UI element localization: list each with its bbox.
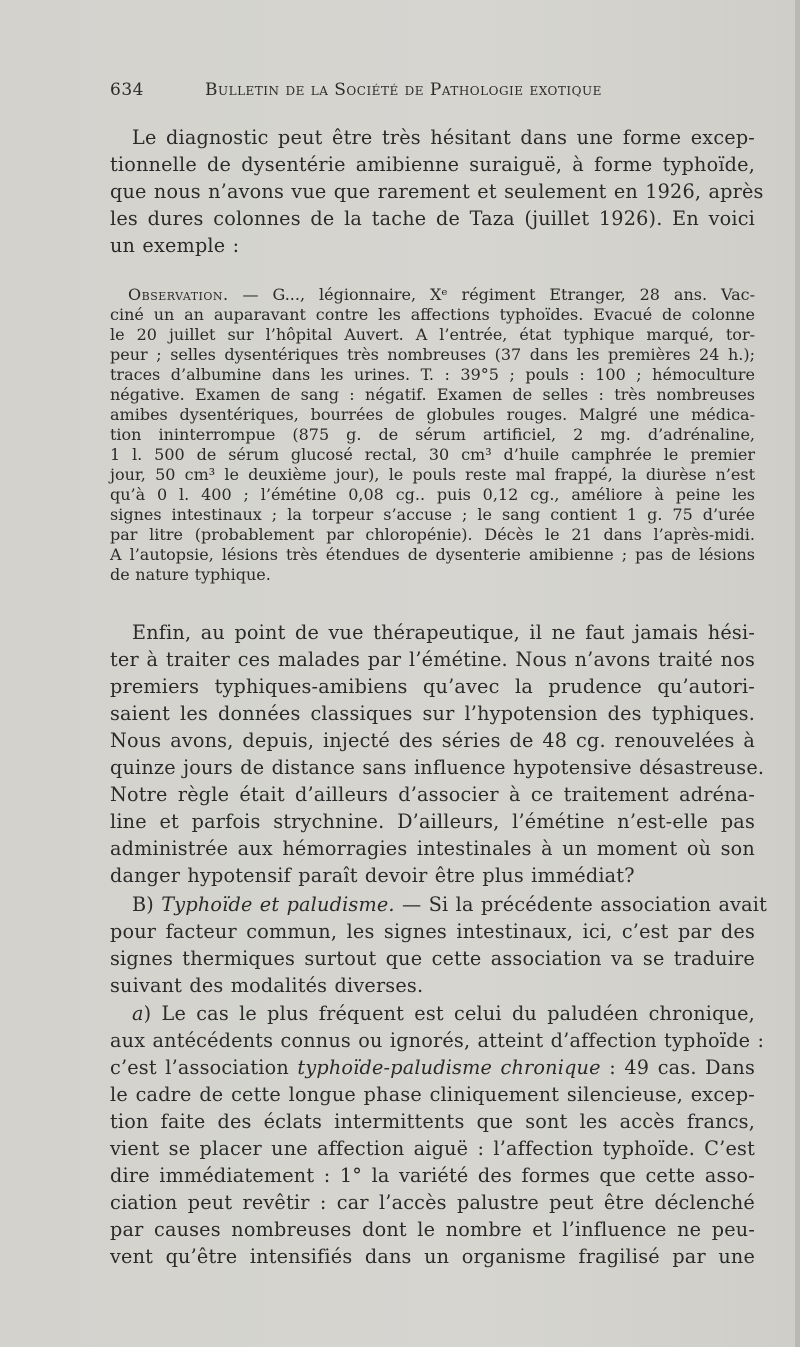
therapy-line: administrée aux hémorragies intestinales à un moment où son: [110, 837, 755, 860]
observation-line: le 20 juillet sur l’hôpital Auvert. A l’entrée, état typhique marqué, tor-: [110, 325, 755, 344]
section-a-line: vient se placer une affection aiguë : l’affection typhoïde. C’est: [110, 1137, 755, 1160]
section-a-line: [110, 1056, 755, 1079]
therapy-line: premiers typhiques-amibiens qu’avec la prudence qu’autori-: [110, 675, 755, 698]
section-b-first-line: — Si la précédente association avait: [394, 893, 768, 916]
section-b-marker: B): [132, 893, 162, 916]
section-a-line: le cadre de cette longue phase cliniquement silencieuse, excep-: [110, 1083, 755, 1106]
observation-line: A l’autopsie, lésions très étendues de dysenterie amibienne ; pas de lésions: [110, 545, 755, 564]
therapy-line: danger hypotensif paraît devoir être plus immédiat?: [110, 864, 635, 887]
observation-label: Observation.: [128, 285, 229, 304]
section-a-line3-pre: c’est l’association: [110, 1056, 298, 1079]
section-a-marker: a: [132, 1002, 144, 1025]
observation-line: jour, 50 cm³ le deuxième jour), le pouls reste mal frappé, la diurèse n’est: [110, 465, 755, 484]
therapy-line: Notre règle était d’ailleurs d’associer à ce traitement adréna-: [110, 783, 755, 806]
observation-line: ciné un an auparavant contre les affections typhoïdes. Evacué de colonne: [110, 305, 755, 324]
observation-line: peur ; selles dysentériques très nombreuses (37 dans les premières 24 h.);: [110, 345, 755, 364]
observation-line-1: [128, 285, 755, 304]
observation-line: traces d’albumine dans les urines. T. : 39°5 ; pouls : 100 ; hémoculture: [110, 365, 755, 384]
section-b-line: signes thermiques surtout que cette association va se traduire: [110, 947, 755, 970]
section-a-first-line: [132, 1002, 755, 1025]
observation-line: de nature typhique.: [110, 565, 271, 584]
section-a-line: dire immédiatement : 1° la variété des formes que cette asso-: [110, 1164, 755, 1187]
section-a-association-name: typhoïde-paludisme chronique: [297, 1056, 601, 1079]
section-b-title: Typhoïde et paludisme.: [161, 893, 395, 916]
section-a-line3-post: : 49 cas. Dans: [600, 1056, 755, 1079]
intro-line-4: les dures colonnes de la tache de Taza (juillet 1926). En voici: [110, 207, 755, 230]
intro-line-5: un exemple :: [110, 234, 240, 257]
therapy-line: Enfin, au point de vue thérapeutique, il ne faut jamais hési-: [132, 621, 755, 644]
therapy-line: line et parfois strychnine. D’ailleurs, l’émétine n’est-elle pas: [110, 810, 755, 833]
therapy-line: ter à traiter ces malades par l’émétine. Nous n’avons traité nos: [110, 648, 755, 671]
therapy-line: quinze jours de distance sans influence hypotensive désastreuse.: [110, 756, 765, 779]
section-a-line: aux antécédents connus ou ignorés, atteint d’affection typhoïde :: [110, 1029, 765, 1052]
section-a-line: tion faite des éclats intermittents que sont les accès francs,: [110, 1110, 755, 1133]
section-a-first-text: ) Le cas le plus fréquent est celui du paludéen chronique,: [143, 1002, 755, 1025]
observation-line: par litre (probablement par chloropénie). Décès le 21 dans l’après-midi.: [110, 525, 755, 544]
section-b-heading-line: [132, 893, 768, 916]
observation-line: signes intestinaux ; la torpeur s’accuse ; le sang contient 1 g. 75 d’urée: [110, 505, 755, 524]
observation-line: 1 l. 500 de sérum glucosé rectal, 30 cm³ d’huile camphrée le premier: [110, 445, 755, 464]
section-a-line: par causes nombreuses dont le nombre et l’influence ne peu-: [110, 1218, 755, 1241]
intro-line-1: Le diagnostic peut être très hésitant dans une forme excep-: [132, 126, 755, 149]
observation-line: qu’à 0 l. 400 ; l’émétine 0,08 cg.. puis 0,12 cg., améliore à peine les: [110, 485, 755, 504]
section-b-line: suivant des modalités diverses.: [110, 974, 424, 997]
section-b-line: pour facteur commun, les signes intestinaux, ici, c’est par des: [110, 920, 755, 943]
observation-line: négative. Examen de sang : négatif. Examen de selles : très nombreuses: [110, 385, 755, 404]
observation-first-line: — G..., légionnaire, Xᵉ régiment Etranger, 28 ans. Vac-: [228, 285, 755, 304]
observation-line: amibes dysentériques, bourrées de globules rouges. Malgré une médica-: [110, 405, 755, 424]
page-number: 634: [110, 80, 144, 100]
page-edge: [795, 0, 800, 1347]
intro-line-3: que nous n’avons vue que rarement et seulement en 1926, après: [110, 180, 764, 203]
intro-line-2: tionnelle de dysentérie amibienne suraiguë, à forme typhoïde,: [110, 153, 755, 176]
therapy-line: Nous avons, depuis, injecté des séries de 48 cg. renouvelées à: [110, 729, 755, 752]
section-a-line: vent qu’être intensifiés dans un organisme fragilisé par une: [110, 1245, 755, 1268]
section-a-line: ciation peut revêtir : car l’accès palustre peut être déclenché: [110, 1191, 755, 1214]
journal-title: Bulletin de la Société de Pathologie exotique: [205, 80, 602, 100]
observation-line: tion ininterrompue (875 g. de sérum artificiel, 2 mg. d’adrénaline,: [110, 425, 755, 444]
therapy-line: saient les données classiques sur l’hypotension des typhiques.: [110, 702, 755, 725]
